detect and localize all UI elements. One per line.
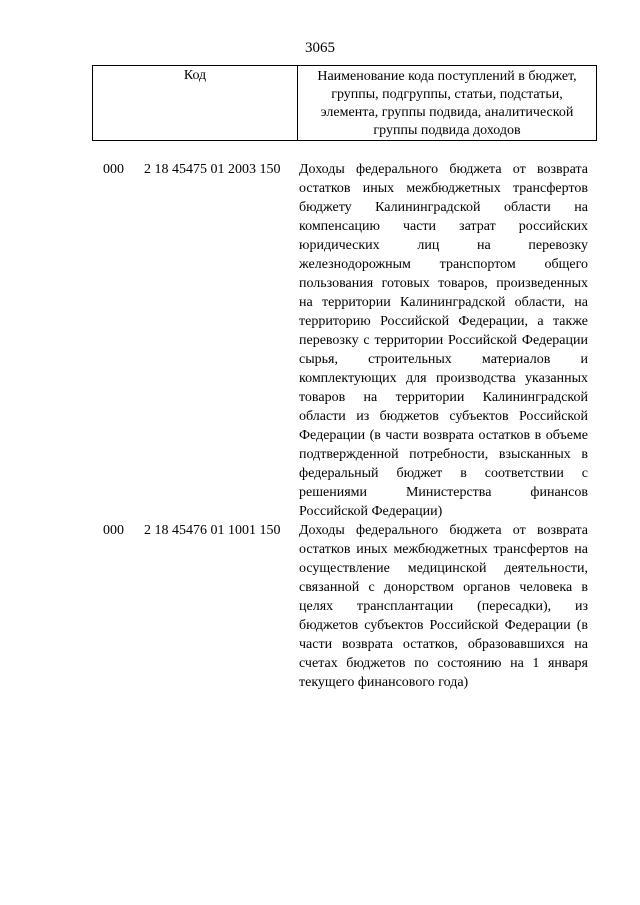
- table-row: [0, 160, 640, 521]
- revenue-name: Доходы федерального бюджета от возврата остатков иных межбюджетных трансфертов бюджету Калининградской области на компенсацию части затрат российских юридических лиц на перевозку железнодорожным транспортом общего пользования готовых товаров, произведенных на территории Калининградской области, на территорию Российской Федерации, а также перевозку с территории Российской Федерации сырья, строительных материалов и комплектующих для производства указанных товаров на территории Калининградской области из бюджетов субъектов Российской Федерации (в части возврата остатков в объеме подтвержденной потребности, взысканных в федеральный бюджет в соответствии с решениями Министерства финансов Российской Федерации): [299, 162, 588, 519]
- table-header: [92, 65, 597, 141]
- page-number: 3065: [305, 40, 335, 56]
- admin-code: 000: [103, 162, 124, 177]
- revenue-code: 2 18 45475 01 2003 150: [144, 162, 281, 177]
- revenue-code: 2 18 45476 01 1001 150: [144, 523, 281, 538]
- header-name-column: Наименование кода поступлений в бюджет, группы, подгруппы, статьи, подстатьи, элемента, группы подвида, аналитической группы подвида доходов: [317, 69, 577, 138]
- revenue-name: Доходы федерального бюджета от возврата остатков иных межбюджетных трансфертов на осуществление медицинской деятельности, связанной с донорством органов человека в целях трансплантации (пересадки), из бюджетов субъектов Российской Федерации (в части возврата остатков, образовавшихся на счетах бюджетов по состоянию на 1 января текущего финансового года): [299, 523, 588, 690]
- table-body: [0, 160, 640, 692]
- header-code-column: Код: [93, 66, 298, 140]
- table-row: [0, 521, 640, 692]
- admin-code: 000: [103, 523, 124, 538]
